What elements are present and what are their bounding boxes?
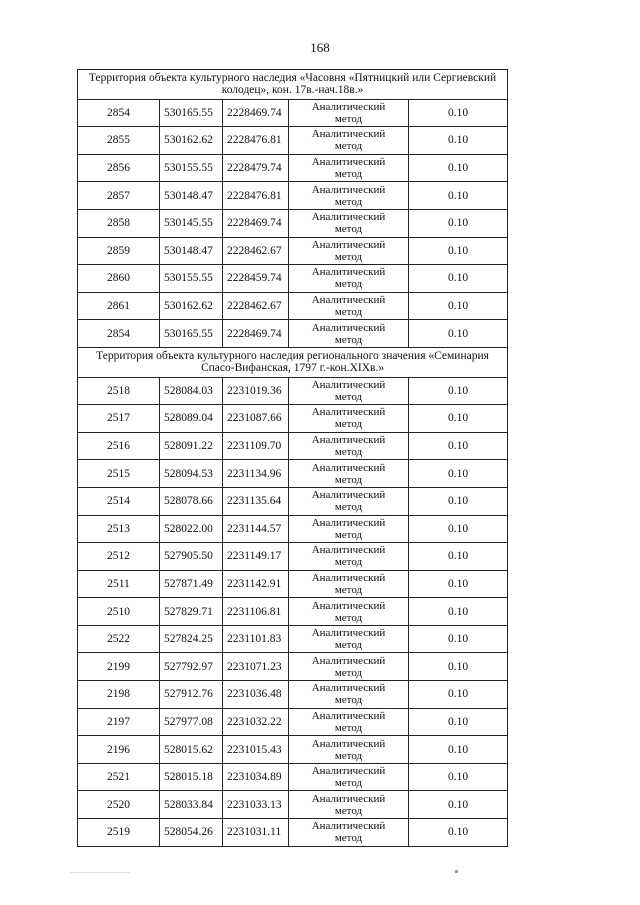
x-coordinate-cell: 530155.55: [160, 154, 223, 182]
method-line-2: метод: [334, 832, 363, 845]
y-coordinate-cell: 2231106.81: [223, 598, 289, 626]
scan-artifact: [70, 872, 130, 873]
table-row: [78, 487, 508, 515]
method-cell: [289, 570, 409, 598]
accuracy-cell: 0.10: [409, 99, 508, 127]
method-cell: [289, 377, 409, 405]
table-row: [78, 377, 508, 405]
y-coordinate-cell: 2231142.91: [223, 570, 289, 598]
table-row: [78, 708, 508, 736]
method-line-2: метод: [334, 168, 363, 181]
method-line-2: метод: [334, 501, 363, 514]
method-line-1: Аналитический: [311, 544, 386, 557]
accuracy-cell: 0.10: [409, 763, 508, 791]
accuracy-cell: 0.10: [409, 625, 508, 653]
x-coordinate-cell: 527871.49: [160, 570, 223, 598]
x-coordinate-cell: 528054.26: [160, 819, 223, 847]
x-coordinate-cell: 528094.53: [160, 460, 223, 488]
method-line-2: метод: [334, 112, 363, 125]
table-row: [78, 127, 508, 155]
method-cell: [289, 763, 409, 791]
x-coordinate-cell: 528022.00: [160, 515, 223, 543]
y-coordinate-cell: 2231019.36: [223, 377, 289, 405]
x-coordinate-cell: 530155.55: [160, 265, 223, 293]
method-cell: [289, 653, 409, 681]
method-cell: [289, 209, 409, 237]
method-line-1: Аналитический: [311, 461, 386, 474]
x-coordinate-cell: 528084.03: [160, 377, 223, 405]
x-coordinate-cell: 527977.08: [160, 708, 223, 736]
y-coordinate-cell: 2231087.66: [223, 405, 289, 433]
method-line-2: метод: [334, 473, 363, 486]
method-line-2: метод: [334, 583, 363, 596]
method-line-1: Аналитический: [311, 820, 386, 833]
table-row: [78, 625, 508, 653]
x-coordinate-cell: 528015.18: [160, 763, 223, 791]
x-coordinate-cell: 528089.04: [160, 405, 223, 433]
accuracy-cell: 0.10: [409, 154, 508, 182]
table-row: [78, 543, 508, 571]
accuracy-cell: 0.10: [409, 708, 508, 736]
method-line-1: Аналитический: [311, 183, 386, 196]
method-line-1: Аналитический: [311, 599, 386, 612]
table-row: [78, 432, 508, 460]
point-number-cell: 2519: [78, 819, 160, 847]
coordinates-table: [77, 69, 508, 847]
point-number-cell: 2857: [78, 182, 160, 210]
y-coordinate-cell: 2228462.67: [223, 237, 289, 265]
y-coordinate-cell: 2231144.57: [223, 515, 289, 543]
x-coordinate-cell: 530162.62: [160, 292, 223, 320]
method-cell: [289, 625, 409, 653]
point-number-cell: 2510: [78, 598, 160, 626]
method-cell: [289, 320, 409, 348]
method-line-1: Аналитический: [311, 792, 386, 805]
table-row: [78, 182, 508, 210]
method-cell: [289, 515, 409, 543]
y-coordinate-cell: 2231071.23: [223, 653, 289, 681]
method-cell: [289, 127, 409, 155]
method-line-2: метод: [334, 639, 363, 652]
table-row: [78, 209, 508, 237]
method-cell: [289, 432, 409, 460]
method-line-2: метод: [334, 278, 363, 291]
method-line-2: метод: [334, 140, 363, 153]
table-row: [78, 320, 508, 348]
y-coordinate-cell: 2228469.74: [223, 320, 289, 348]
x-coordinate-cell: 527792.97: [160, 653, 223, 681]
y-coordinate-cell: 2231034.89: [223, 763, 289, 791]
y-coordinate-cell: 2231149.17: [223, 543, 289, 571]
method-line-2: метод: [334, 250, 363, 263]
method-line-1: Аналитический: [311, 100, 386, 113]
method-line-1: Аналитический: [311, 406, 386, 419]
point-number-cell: 2860: [78, 265, 160, 293]
scan-artifact: [455, 870, 458, 873]
method-cell: [289, 237, 409, 265]
method-line-2: метод: [334, 195, 363, 208]
y-coordinate-cell: 2228469.74: [223, 99, 289, 127]
method-line-1: Аналитический: [311, 266, 386, 279]
method-line-1: Аналитический: [311, 516, 386, 529]
method-line-1: Аналитический: [311, 378, 386, 391]
method-cell: [289, 819, 409, 847]
point-number-cell: 2858: [78, 209, 160, 237]
method-cell: [289, 708, 409, 736]
accuracy-cell: 0.10: [409, 570, 508, 598]
method-line-2: метод: [334, 721, 363, 734]
point-number-cell: 2861: [78, 292, 160, 320]
method-line-2: метод: [334, 694, 363, 707]
y-coordinate-cell: 2231036.48: [223, 681, 289, 709]
section-header-row: [78, 70, 508, 100]
method-cell: [289, 791, 409, 819]
x-coordinate-cell: 528033.84: [160, 791, 223, 819]
method-line-1: Аналитический: [311, 211, 386, 224]
method-line-1: Аналитический: [311, 156, 386, 169]
accuracy-cell: 0.10: [409, 237, 508, 265]
point-number-cell: 2855: [78, 127, 160, 155]
method-line-1: Аналитический: [311, 294, 386, 307]
y-coordinate-cell: 2228479.74: [223, 154, 289, 182]
method-line-1: Аналитический: [311, 489, 386, 502]
accuracy-cell: 0.10: [409, 791, 508, 819]
method-line-2: метод: [334, 528, 363, 541]
y-coordinate-cell: 2231135.64: [223, 487, 289, 515]
table-row: [78, 598, 508, 626]
point-number-cell: 2854: [78, 99, 160, 127]
method-line-2: метод: [334, 333, 363, 346]
table-row: [78, 791, 508, 819]
x-coordinate-cell: 528078.66: [160, 487, 223, 515]
method-cell: [289, 182, 409, 210]
method-cell: [289, 736, 409, 764]
method-cell: [289, 99, 409, 127]
method-cell: [289, 154, 409, 182]
table-row: [78, 99, 508, 127]
x-coordinate-cell: 530145.55: [160, 209, 223, 237]
y-coordinate-cell: 2231109.70: [223, 432, 289, 460]
point-number-cell: 2854: [78, 320, 160, 348]
point-number-cell: 2859: [78, 237, 160, 265]
point-number-cell: 2196: [78, 736, 160, 764]
method-line-2: метод: [334, 306, 363, 319]
method-cell: [289, 598, 409, 626]
method-line-1: Аналитический: [311, 571, 386, 584]
x-coordinate-cell: 527829.71: [160, 598, 223, 626]
table-row: [78, 237, 508, 265]
point-number-cell: 2199: [78, 653, 160, 681]
y-coordinate-cell: 2231101.83: [223, 625, 289, 653]
y-coordinate-cell: 2228476.81: [223, 127, 289, 155]
x-coordinate-cell: 527905.50: [160, 543, 223, 571]
method-line-2: метод: [334, 446, 363, 459]
point-number-cell: 2513: [78, 515, 160, 543]
section-title: Территория объекта культурного наследия «Часовня «Пятницкий или Сергиевский колодец», кон. 17в.-нач.18в.»: [78, 70, 508, 100]
x-coordinate-cell: 530148.47: [160, 237, 223, 265]
method-line-1: Аналитический: [311, 434, 386, 447]
y-coordinate-cell: 2228462.67: [223, 292, 289, 320]
point-number-cell: 2516: [78, 432, 160, 460]
x-coordinate-cell: 527824.25: [160, 625, 223, 653]
table-row: [78, 763, 508, 791]
method-line-1: Аналитический: [311, 709, 386, 722]
accuracy-cell: 0.10: [409, 377, 508, 405]
accuracy-cell: 0.10: [409, 736, 508, 764]
x-coordinate-cell: 530165.55: [160, 320, 223, 348]
method-cell: [289, 405, 409, 433]
accuracy-cell: 0.10: [409, 515, 508, 543]
table-row: [78, 460, 508, 488]
method-line-1: Аналитический: [311, 737, 386, 750]
accuracy-cell: 0.10: [409, 265, 508, 293]
point-number-cell: 2197: [78, 708, 160, 736]
point-number-cell: 2517: [78, 405, 160, 433]
table-row: [78, 681, 508, 709]
accuracy-cell: 0.10: [409, 209, 508, 237]
table-row: [78, 515, 508, 543]
method-cell: [289, 292, 409, 320]
point-number-cell: 2514: [78, 487, 160, 515]
y-coordinate-cell: 2231134.96: [223, 460, 289, 488]
method-line-1: Аналитический: [311, 321, 386, 334]
method-line-2: метод: [334, 390, 363, 403]
table-row: [78, 736, 508, 764]
accuracy-cell: 0.10: [409, 543, 508, 571]
table-row: [78, 154, 508, 182]
method-line-2: метод: [334, 223, 363, 236]
y-coordinate-cell: 2231033.13: [223, 791, 289, 819]
accuracy-cell: 0.10: [409, 320, 508, 348]
method-line-2: метод: [334, 749, 363, 762]
accuracy-cell: 0.10: [409, 405, 508, 433]
accuracy-cell: 0.10: [409, 182, 508, 210]
point-number-cell: 2515: [78, 460, 160, 488]
table-row: [78, 570, 508, 598]
point-number-cell: 2856: [78, 154, 160, 182]
method-cell: [289, 487, 409, 515]
point-number-cell: 2198: [78, 681, 160, 709]
method-line-1: Аналитический: [311, 238, 386, 251]
table-row: [78, 265, 508, 293]
method-line-2: метод: [334, 777, 363, 790]
accuracy-cell: 0.10: [409, 681, 508, 709]
accuracy-cell: 0.10: [409, 432, 508, 460]
method-line-1: Аналитический: [311, 765, 386, 778]
method-line-2: метод: [334, 418, 363, 431]
method-line-2: метод: [334, 556, 363, 569]
point-number-cell: 2522: [78, 625, 160, 653]
method-line-2: метод: [334, 666, 363, 679]
x-coordinate-cell: 528091.22: [160, 432, 223, 460]
y-coordinate-cell: 2228459.74: [223, 265, 289, 293]
x-coordinate-cell: 528015.62: [160, 736, 223, 764]
y-coordinate-cell: 2228476.81: [223, 182, 289, 210]
method-line-1: Аналитический: [311, 128, 386, 141]
accuracy-cell: 0.10: [409, 487, 508, 515]
method-line-1: Аналитический: [311, 654, 386, 667]
accuracy-cell: 0.10: [409, 819, 508, 847]
accuracy-cell: 0.10: [409, 598, 508, 626]
accuracy-cell: 0.10: [409, 653, 508, 681]
point-number-cell: 2520: [78, 791, 160, 819]
method-cell: [289, 460, 409, 488]
accuracy-cell: 0.10: [409, 292, 508, 320]
table-row: [78, 653, 508, 681]
method-cell: [289, 265, 409, 293]
method-line-2: метод: [334, 611, 363, 624]
x-coordinate-cell: 530165.55: [160, 99, 223, 127]
method-line-1: Аналитический: [311, 627, 386, 640]
x-coordinate-cell: 530148.47: [160, 182, 223, 210]
table-row: [78, 292, 508, 320]
y-coordinate-cell: 2231032.22: [223, 708, 289, 736]
accuracy-cell: 0.10: [409, 127, 508, 155]
point-number-cell: 2518: [78, 377, 160, 405]
section-title: Территория объекта культурного наследия регионального значения «Семинария Спасо-Вифанская, 1797 г.-кон.XIXв.»: [78, 347, 508, 377]
x-coordinate-cell: 527912.76: [160, 681, 223, 709]
y-coordinate-cell: 2231031.11: [223, 819, 289, 847]
method-cell: [289, 681, 409, 709]
method-line-1: Аналитический: [311, 682, 386, 695]
section-header-row: [78, 347, 508, 377]
point-number-cell: 2511: [78, 570, 160, 598]
method-line-2: метод: [334, 804, 363, 817]
y-coordinate-cell: 2231015.43: [223, 736, 289, 764]
point-number-cell: 2521: [78, 763, 160, 791]
point-number-cell: 2512: [78, 543, 160, 571]
x-coordinate-cell: 530162.62: [160, 127, 223, 155]
table-row: [78, 819, 508, 847]
method-cell: [289, 543, 409, 571]
page-number: 168: [310, 40, 330, 55]
table-row: [78, 405, 508, 433]
y-coordinate-cell: 2228469.74: [223, 209, 289, 237]
accuracy-cell: 0.10: [409, 460, 508, 488]
